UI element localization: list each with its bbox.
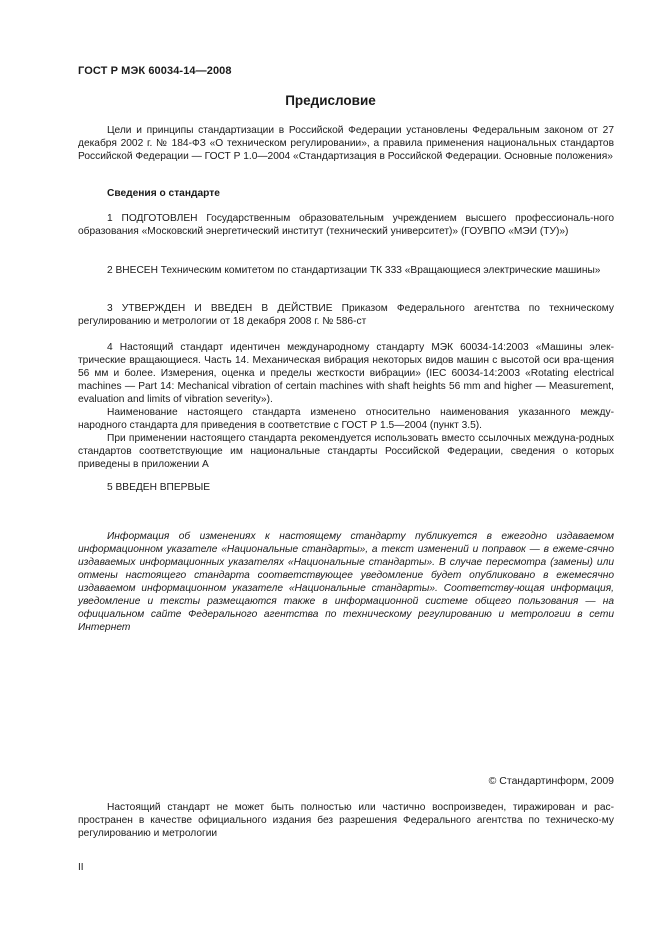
item-5 xyxy=(78,481,614,494)
rights-paragraph xyxy=(78,801,614,840)
subheading-text: Сведения о стандарте xyxy=(107,188,220,199)
rights-text: Настоящий стандарт не может быть полностью или частично воспроизведен, тиражирован и рас-пространен в качестве официального издания без разрешения Федерального агентства по техническо-му регулированию и метрологии xyxy=(78,802,614,839)
item-4 xyxy=(78,341,614,471)
item-2 xyxy=(78,264,614,277)
intro-text: Цели и принципы стандартизации в Российской Федерации установлены Федеральным законом от 27 декабря 2002 г. № 184-ФЗ «О техническом регулировании», а правила применения национальных стандартов Российской Федерации — ГОСТ Р 1.0—2004 «Стандартизация в Российской Федерации. Основные положения» xyxy=(78,125,614,162)
item-1-text: 1 ПОДГОТОВЛЕН Государственным образовательным учреждением высшего профессиональ-ного образования «Московский энергетический институт (технический университет)» (ГОУВПО «МЭИ (ТУ)») xyxy=(78,213,614,237)
notice-text: Информация об изменениях к настоящему стандарту публикуется в ежегодно издаваемом информационном указателе «Национальные стандарты», а текст изменений и поправок — в ежеме-сячно издаваемых информационных указателях «Национальные стандарты». В случае пересмотра (замены) или отмены настоящего стандарта соответствующее уведомление будет опубликовано в ежемесячно издаваемом информационном указателе «Национальные стандарты». Соответству-ющая информация, уведомление и тексты размещаются также в информационной системе общего пользования — на официальном сайте Федерального агентства по техническому регулированию и метрологии в сети Интернет xyxy=(78,531,614,633)
item-4-refs-note: При применении настоящего стандарта рекомендуется использовать вместо ссылочных междуна-родных стандартов соответствующие им национальные стандарты Российской Федерации, сведения о которых приведены в приложении А xyxy=(78,433,614,470)
copyright-line: © Стандартинформ, 2009 xyxy=(488,775,614,787)
item-3-text: 3 УТВЕРЖДЕН И ВВЕДЕН В ДЕЙСТВИЕ Приказом Федерального агентства по техническому регулированию и метрологии от 18 декабря 2008 г. № 586-ст xyxy=(78,303,614,327)
standard-code-header: ГОСТ Р МЭК 60034-14—2008 xyxy=(78,65,232,77)
intro-paragraph xyxy=(78,124,614,163)
item-3 xyxy=(78,302,614,328)
item-1 xyxy=(78,212,614,238)
item-5-text: 5 ВВЕДЕН ВПЕРВЫЕ xyxy=(107,482,211,493)
page-number: II xyxy=(78,862,84,873)
item-2-text: 2 ВНЕСЕН Техническим комитетом по стандартизации ТК 333 «Вращающиеся электрические машины» xyxy=(107,265,601,276)
item-4-text: 4 Настоящий стандарт идентичен международному стандарту МЭК 60034-14:2003 «Машины элек-трические вращающиеся. Часть 14. Механическая вибрация некоторых видов машин с высотой оси вра-щения 56 мм и более. Измерения, оценка и пределы жесткости вибрации» (IEC 60034-14:2003 «Rotating electrical machines — Part 14: Mechanical vibration of certain machines with shaft heights 56 mm and higher — Measurement, evaluation and limits of vibration severity»). xyxy=(78,342,614,405)
notice-block xyxy=(78,530,614,634)
section-subheading xyxy=(78,187,614,200)
page-title: Предисловие xyxy=(285,93,376,108)
item-4-name-note: Наименование настоящего стандарта изменено относительно наименования указанного между-народного стандарта для приведения в соответствие с ГОСТ Р 1.5—2004 (пункт 3.5). xyxy=(78,407,614,431)
